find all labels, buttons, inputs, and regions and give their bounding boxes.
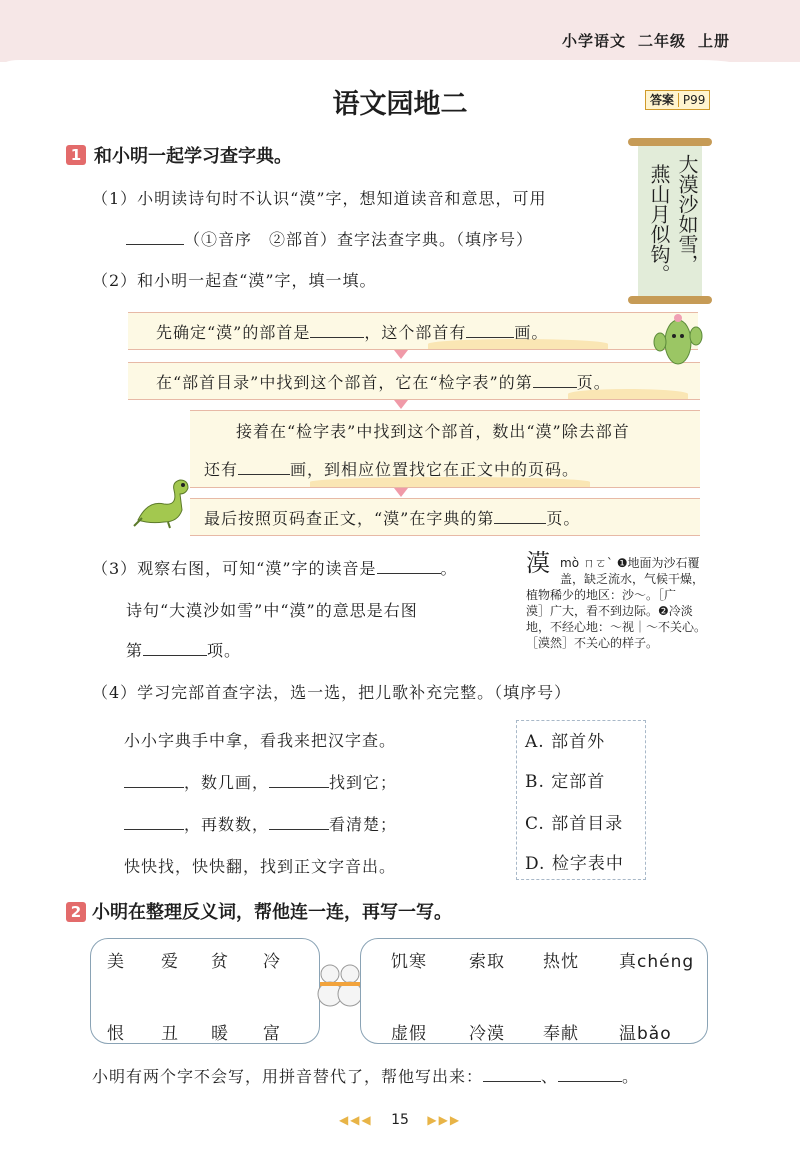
flow-step-1: 先确定“漠”的部首是 ，这个部首有 画。 [128, 312, 698, 350]
q1-part1-line1: （1）小明读诗句时不认识“漠”字，想知道读音和意思，可用 [92, 189, 547, 208]
word-item[interactable]: 美 [107, 952, 125, 972]
answer-page: P99 [678, 93, 706, 107]
word-item[interactable]: 丑 [161, 1024, 179, 1044]
page-footer [0, 1112, 800, 1128]
flow-step-3 [190, 410, 700, 488]
snowmen-illustration [314, 960, 366, 1010]
word-item[interactable]: 爱 [161, 952, 179, 972]
q1-part3-line2: 诗句“大漠沙如雪”中“漠”的意思是右图 [126, 601, 418, 620]
answer-blank-index-page[interactable] [533, 373, 577, 388]
question-1-title: 和小明一起学习查字典。 [94, 146, 292, 167]
flow-arrow-3 [394, 488, 408, 497]
q1-part4-title: （4）学习完部首查字法，选一选，把儿歌补充完整。（填序号） [92, 683, 572, 702]
page-title: 语文园地二 [332, 89, 468, 120]
header-grade: 二年级 [637, 32, 686, 50]
poem-column-2: 燕山月似钩。 [647, 164, 671, 284]
answer-blank-pronunciation[interactable] [377, 559, 441, 574]
answer-blank-1[interactable] [126, 230, 184, 245]
option-d[interactable]: D. 检字表中 [525, 854, 624, 874]
flow-step-3-line2: 还有 画，到相应位置找它在正文中的页码。 [204, 460, 580, 479]
header-text [550, 30, 730, 51]
right-arrows-icon: ▶▶▶ [427, 1113, 462, 1127]
answer-blank-remaining-strokes[interactable] [238, 460, 290, 475]
dictionary-line: ［漠然］不关心的样子。 [526, 636, 659, 650]
option-a[interactable]: A. 部首外 [525, 732, 606, 752]
word-item[interactable]: 热忱 [543, 952, 579, 972]
flow-arrow-2 [394, 400, 408, 409]
rhyme-line-2: ，数几画， 找到它； [124, 770, 397, 793]
q1-part3-line1: （3）观察右图，可知“漠”字的读音是 。 [92, 559, 458, 578]
word-item[interactable]: 富 [263, 1024, 281, 1044]
answer-blank-rhyme-1[interactable] [124, 773, 184, 788]
dictionary-pinyin: mò ㄇㄛˋ [560, 556, 613, 570]
question-number-1: 1 [66, 145, 86, 165]
dictionary-line: 漠］广大，看不到边际。❷冷淡 [526, 604, 693, 618]
flow-step-2: 在“部首目录”中找到这个部首，它在“检字表”的第 页。 [128, 362, 700, 400]
answer-blank-word-2[interactable] [558, 1067, 622, 1082]
header-subject: 小学语文 [561, 32, 626, 50]
left-word-bubble [90, 938, 320, 1044]
rhyme-line-1: 小小字典手中拿，看我来把汉字查。 [124, 731, 397, 750]
poem-scroll [628, 138, 712, 308]
word-item[interactable]: 暖 [211, 1024, 229, 1044]
answer-blank-word-1[interactable] [483, 1067, 541, 1082]
dictionary-entry [526, 549, 716, 651]
options-box [516, 720, 646, 880]
answer-blank-rhyme-2[interactable] [269, 773, 329, 788]
word-item[interactable]: 冷 [263, 952, 281, 972]
q2-bottom-line: 小明有两个字不会写，用拼音替代了，帮他写出来： 、 。 [92, 1067, 640, 1086]
dictionary-char: 漠 [526, 549, 550, 577]
cactus-illustration [648, 308, 706, 368]
word-item-with-pinyin[interactable]: 真chéng [619, 952, 695, 972]
dictionary-line: 盖，缺乏流水，气候干燥， [560, 572, 705, 586]
question-2-title: 小明在整理反义词，帮他连一连，再写一写。 [92, 902, 452, 923]
rhyme-line-3: ，再数数， 看清楚； [124, 812, 397, 835]
header-term: 上册 [697, 32, 730, 50]
answer-blank-dict-page[interactable] [494, 509, 546, 524]
word-item[interactable]: 饥寒 [391, 952, 427, 972]
word-item[interactable]: 索取 [469, 952, 505, 972]
option-c[interactable]: C. 部首目录 [525, 814, 624, 834]
lizard-illustration [128, 470, 194, 530]
word-item[interactable]: 虚假 [391, 1024, 427, 1044]
scroll-rod-top [628, 138, 712, 146]
answer-blank-rhyme-4[interactable] [269, 815, 329, 830]
flow-step-4: 最后按照页码查正文，“漠”在字典的第 页。 [190, 498, 700, 536]
dictionary-line: 地，不经心地：～视｜～不关心。 [526, 620, 707, 634]
answer-blank-rhyme-3[interactable] [124, 815, 184, 830]
flow-arrow-1 [394, 350, 408, 359]
q1-part3-line3: 第 项。 [126, 641, 242, 660]
right-word-bubble [360, 938, 708, 1044]
dictionary-line: ❶地面为沙石覆 [616, 556, 700, 570]
answer-blank-meaning-item[interactable] [143, 641, 207, 656]
answer-blank-radical[interactable] [310, 323, 364, 338]
answer-blank-radical-strokes[interactable] [466, 323, 514, 338]
word-item-with-pinyin[interactable]: 温bǎo [619, 1024, 672, 1044]
answer-tag[interactable] [645, 90, 710, 110]
question-number-2: 2 [66, 902, 86, 922]
word-item[interactable]: 恨 [107, 1024, 125, 1044]
q1-part2-title: （2）和小明一起查“漠”字，填一填。 [92, 271, 377, 290]
flow-step-3-line1: 接着在“检字表”中找到这个部首，数出“漠”除去部首 [236, 422, 630, 441]
poem-column-1: 大漠沙如雪， [675, 154, 699, 274]
left-arrows-icon: ◀◀◀ [338, 1113, 373, 1127]
option-b[interactable]: B. 定部首 [525, 772, 606, 792]
word-item[interactable]: 奉献 [543, 1024, 579, 1044]
word-item[interactable]: 冷漠 [469, 1024, 505, 1044]
dictionary-line: 植物稀少的地区：沙～。［广 [526, 588, 677, 602]
rhyme-line-4: 快快找，快快翻，找到正文字音出。 [124, 857, 397, 876]
q1-part1-line2: （①音序 ②部首）查字法查字典。（填序号） [126, 227, 533, 250]
page-number: 15 [391, 1112, 409, 1128]
word-item[interactable]: 贫 [211, 952, 229, 972]
scroll-rod-bottom [628, 296, 712, 304]
answer-label: 答案 [650, 93, 675, 107]
